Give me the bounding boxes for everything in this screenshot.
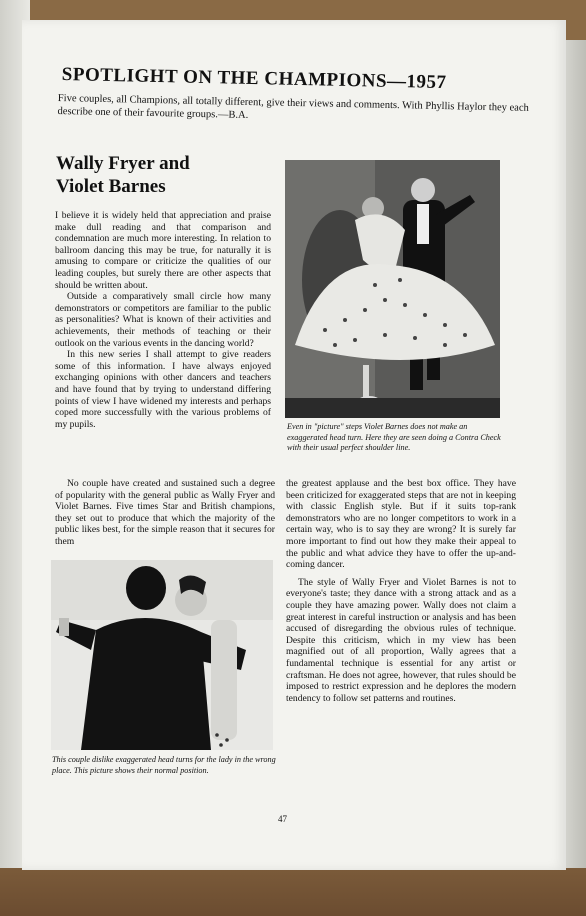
page-title: SPOTLIGHT ON THE CHAMPIONS—1957 (61, 64, 447, 94)
intro-text: Five couples, all Champions, all totally different, give their views and comments. With Phyllis Haylor they each describe one of their favourite groups.—B.A. (57, 92, 529, 121)
paragraph: Outside a comparatively small circle how many demonstrators or competitors are familiar to the public as personalities? What is known of their activities and achievements, their methods of teaching or their outlook on the various events in the dancing world? (55, 291, 271, 349)
right-column-text (286, 478, 516, 704)
paragraph: I believe it is widely held that appreciation and praise make dull reading and that comparison and condemnation are much more interesting. In relation to ballroom dancing this may be true, for naturally it is amusing to compare or criticize the qualities of our leading couples, but surely there are other aspects that should be written about. (55, 210, 271, 291)
left-column-text (55, 210, 271, 430)
paragraph: No couple have created and sustained such a degree of popularity with the general public as Wally Fryer and Violet Barnes. Five times Star and British champions, they set out to produce that which the majority of the public likes best, for the simple reason that it secures for them (55, 478, 275, 547)
paragraph: The style of Wally Fryer and Violet Barnes is not to everyone's taste; they dance with a strong attack and as a couple they have amazing power. Wally does not claim a great interest in careful instruction or analysis and has been accused of disregarding the obvious rules of technique. Despite this criticism, which in my view has been magnified out of all proportion, Wally agrees that a fundamental technique is essential for any artist or craftsman. He does not agree, however, that rules should be imposed to restrict expression and he deplores the modern tendency to follow set patterns and routines. (286, 576, 516, 704)
article-headline (56, 152, 256, 198)
table-surface (0, 868, 586, 916)
page-number: 47 (278, 814, 287, 824)
paragraph: In this new series I shall attempt to give readers some of this information. I have always enjoyed exchanging opinions with other dancers and teachers and have found that by trying to understand differing points of view I have widened my interests and perhaps coped more successfully with the various problems of my pupils. (55, 349, 271, 430)
headline-line-2: Violet Barnes (56, 176, 166, 197)
photo-caption: This couple dislike exaggerated head turns for the lady in the wrong place. This picture shows their normal position. (52, 755, 276, 775)
headline-line-1: Wally Fryer and (56, 153, 190, 174)
dance-photo-contra-check (285, 160, 500, 418)
photo-caption: Even in "picture" steps Violet Barnes does not make an exaggerated head turn. Here they are seen doing a Contra Check with their usual perfect shoulder line. (287, 422, 501, 452)
dance-photo-normal-position (51, 560, 273, 750)
paragraph: the greatest applause and the best box office. They have been criticized for exaggerated steps that are not in keeping with classic English style. But if it suits top-rank demonstrators who are no longer competitors to work in a certain way, who is to say they are wrong? It is surely far more important to find out how they make their appeal to the public and what advice they have to offer the up-and-coming dancer. (286, 478, 516, 571)
book-page (22, 20, 566, 870)
wide-left-text (55, 478, 275, 548)
